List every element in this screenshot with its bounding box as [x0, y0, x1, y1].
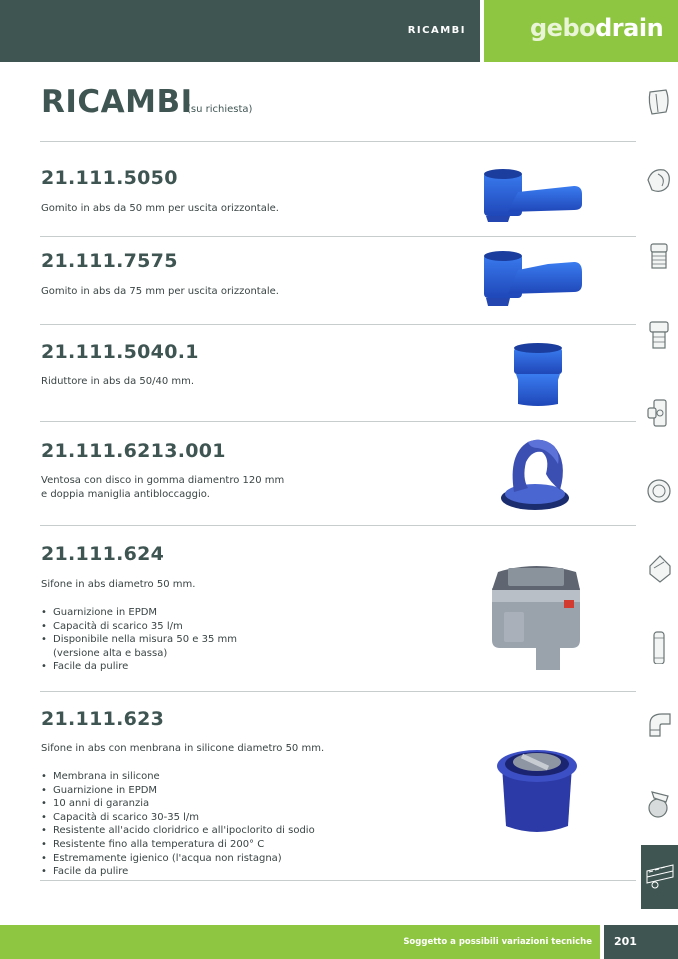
- product-code: 21.111.623: [41, 708, 165, 730]
- footer-note: Soggetto a possibili variazioni tecniche: [403, 937, 592, 947]
- divider: [40, 525, 636, 526]
- product-code: 21.111.7575: [41, 250, 178, 272]
- list-item: • Membrana in silicone: [41, 770, 315, 784]
- threaded-adapter-icon: [644, 240, 674, 274]
- product-description: Gomito in abs da 50 mm per uscita orizzontale.: [41, 203, 279, 214]
- product-code: 21.111.5050: [41, 167, 178, 189]
- elbow-75-image: [478, 250, 584, 308]
- list-item: • Resistente fino alla temperatura di 200° C: [41, 838, 315, 852]
- list-item: • Capacità di scarico 30-35 l/m: [41, 811, 315, 825]
- product-description: Sifone in abs con menbrana in silicone diametro 50 mm.: [41, 743, 325, 754]
- divider: [40, 421, 636, 422]
- list-item: • 10 anni di garanzia: [41, 797, 315, 811]
- divider: [40, 880, 636, 881]
- product-description: Sifone in abs diametro 50 mm.: [41, 579, 196, 590]
- coupling-icon: [644, 474, 674, 508]
- tee-fitting-icon: [644, 396, 674, 430]
- list-item: • Resistente all'acido cloridrico e all'ipoclorito di sodio: [41, 824, 315, 838]
- product-code: 21.111.624: [41, 543, 165, 565]
- siphon-624-image: [488, 562, 584, 674]
- feature-list: [41, 606, 237, 674]
- divider: [40, 236, 636, 237]
- section-label: RICAMBI: [407, 25, 466, 36]
- brand-bar: [484, 0, 678, 62]
- list-item: • Guarnizione in EPDM: [41, 784, 315, 798]
- product-code: 21.111.5040.1: [41, 341, 199, 363]
- product-description: Ventosa con disco in gomma diamentro 120 mm e doppia maniglia antibloccaggio.: [41, 475, 285, 500]
- divider: [40, 324, 636, 325]
- product-description: Gomito in abs da 75 mm per uscita orizzontale.: [41, 286, 279, 297]
- divider: [40, 691, 636, 692]
- suction-cup-image: [498, 434, 572, 514]
- drain-channel-icon: [645, 863, 675, 893]
- feature-list: [41, 770, 315, 879]
- list-item: • Capacità di scarico 35 l/m: [41, 620, 237, 634]
- pipe-fitting-icon: [644, 86, 674, 120]
- reducer-image: [510, 342, 566, 408]
- page-number: 201: [614, 935, 637, 948]
- valve-fitting-icon: [644, 786, 674, 820]
- elbow-sleeve-icon: [644, 552, 674, 586]
- list-item: (versione alta e bassa): [53, 647, 168, 659]
- list-item: • Disponibile nella misura 50 e 35 mm: [41, 633, 237, 647]
- straight-pipe-icon: [644, 630, 674, 664]
- list-item: • Estremamente igienico (l'acqua non ristagna): [41, 852, 315, 866]
- header-bar: [0, 0, 480, 62]
- elbow-50-image: [478, 168, 584, 226]
- divider: [40, 141, 636, 142]
- bend-fitting-icon: [644, 164, 674, 198]
- brand-logo: gebodrain: [530, 14, 664, 42]
- threaded-nipple-icon: [644, 318, 674, 352]
- elbow-fitting-icon: [644, 708, 674, 742]
- list-item: • Guarnizione in EPDM: [41, 606, 237, 620]
- list-item: • Facile da pulire: [41, 660, 237, 674]
- siphon-623-image: [492, 742, 582, 838]
- list-item: • Facile da pulire: [41, 865, 315, 879]
- drain-channel-tab: [641, 845, 678, 909]
- product-code: 21.111.6213.001: [41, 440, 226, 462]
- page-subtitle: (su richiesta): [187, 104, 253, 115]
- page-title: RICAMBI: [41, 84, 193, 120]
- product-description: Riduttore in abs da 50/40 mm.: [41, 376, 195, 387]
